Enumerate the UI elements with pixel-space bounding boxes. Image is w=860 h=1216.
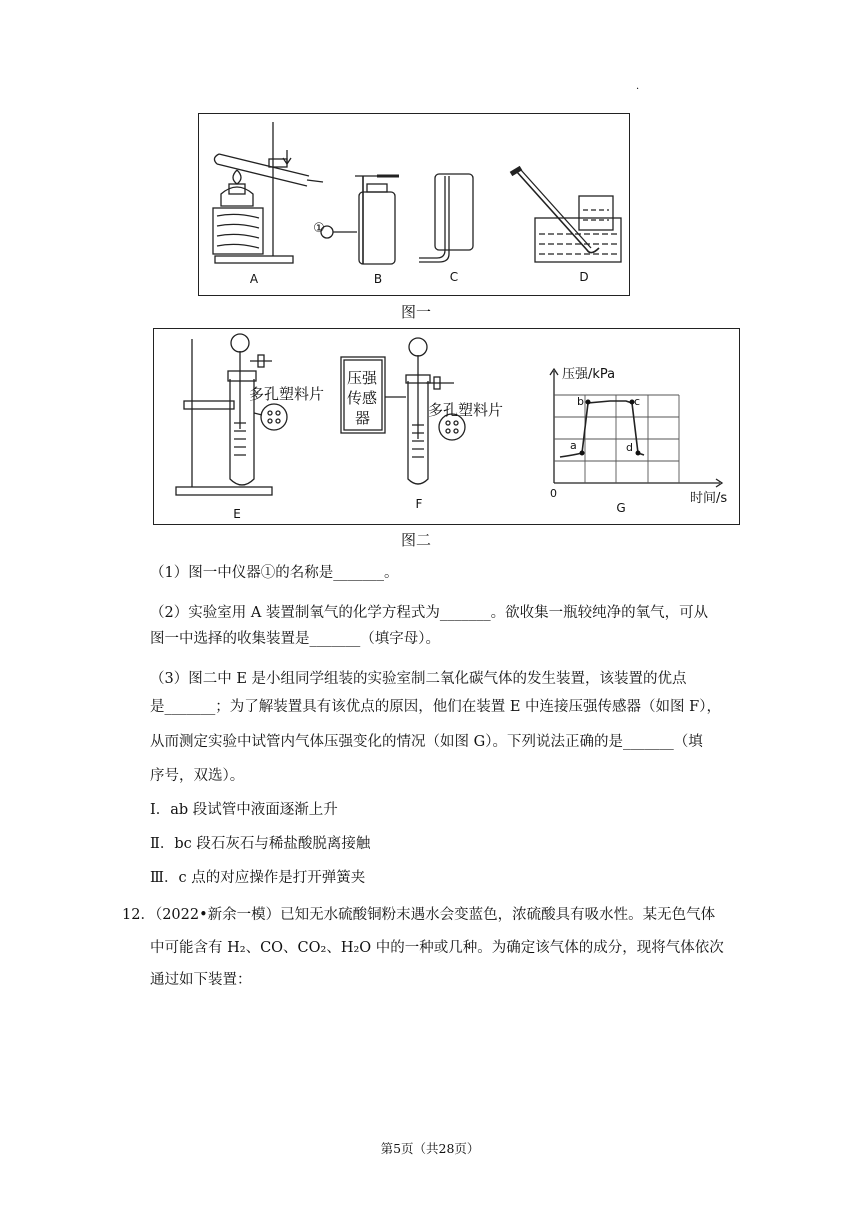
sensor-label-2: 传感 xyxy=(347,389,378,407)
question-2-line-1: （2）实验室用 A 装置制氧气的化学方程式为_______。欲收集一瓶较纯净的氧气，可从 xyxy=(150,605,709,621)
question-1: （1）图一中仪器①的名称是_______。 xyxy=(150,565,399,581)
figure-two xyxy=(153,328,740,525)
graph-origin: 0 xyxy=(550,487,557,500)
marker-one: ① xyxy=(313,221,325,236)
stray-dot: · xyxy=(636,84,640,95)
sensor-label-3: 器 xyxy=(355,409,371,427)
figure-two-caption: 图二 xyxy=(400,531,431,549)
question-3-line-1: （3）图二中 E 是小组同学组装的实验室制二氧化碳气体的发生装置，该装置的优点 xyxy=(150,671,687,687)
graph-xlabel: 时间/s xyxy=(690,491,728,506)
point-b: b xyxy=(577,395,584,408)
point-c: c xyxy=(634,395,641,408)
sensor-label-1: 压强 xyxy=(347,369,378,387)
gas-bottle-b xyxy=(359,192,395,264)
label-e: E xyxy=(233,507,241,521)
question-2-line-2: 图一中选择的收集装置是_______（填字母）。 xyxy=(150,631,440,647)
label-d: D xyxy=(579,270,589,284)
question-12-line-2: 中可能含有 H₂、CO、CO₂、H₂O 中的一种或几种。为确定该气体的成分，现将气体依次 xyxy=(150,940,724,956)
question-12-line-1: 12．（2022•新余一模）已知无水硫酸铜粉末遇水会变蓝色，浓硫酸具有吸水性。某无色气体 xyxy=(122,907,716,923)
point-d: d xyxy=(626,441,633,454)
label-g: G xyxy=(616,501,626,515)
page-footer: 第5页（共28页） xyxy=(380,1141,480,1156)
figure-one-caption: 图一 xyxy=(400,303,431,321)
graph-ylabel: 压强/kPa xyxy=(562,367,616,382)
option-3: Ⅲ．c 点的对应操作是打开弹簧夹 xyxy=(150,870,366,886)
stand-base-e xyxy=(176,487,272,495)
collecting-bottle-d xyxy=(579,196,613,230)
label-c: C xyxy=(449,270,459,284)
alcohol-lamp xyxy=(221,187,253,206)
porous-plate-label-f: 多孔塑料片 xyxy=(428,401,504,419)
porous-plate-label-e: 多孔塑料片 xyxy=(249,385,325,403)
figure-one xyxy=(198,113,630,296)
label-f: F xyxy=(415,497,423,511)
gas-bottle-c xyxy=(435,174,473,250)
test-tube-a-top xyxy=(219,154,309,176)
label-a: A xyxy=(249,272,259,286)
option-1: Ⅰ．ab 段试管中液面逐渐上升 xyxy=(150,802,338,818)
stand-base-a xyxy=(215,256,293,263)
question-3-line-3: 从而测定实验中试管内气体压强变化的情况（如图 G）。下列说法正确的是_______（填 xyxy=(150,734,703,750)
figure-one-drawing xyxy=(199,114,631,297)
figure-two-drawing xyxy=(154,329,741,526)
label-b: B xyxy=(373,272,383,286)
option-2: Ⅱ．bc 段石灰石与稀盐酸脱离接触 xyxy=(150,836,371,852)
question-3-line-2: 是_______；为了解装置具有该优点的原因，他们在装置 E 中连接压强传感器（如图 F）， xyxy=(150,699,721,715)
point-a: a xyxy=(570,439,577,452)
question-12-line-3: 通过如下装置： xyxy=(150,972,252,988)
question-3-line-4: 序号，双选）。 xyxy=(150,768,245,784)
